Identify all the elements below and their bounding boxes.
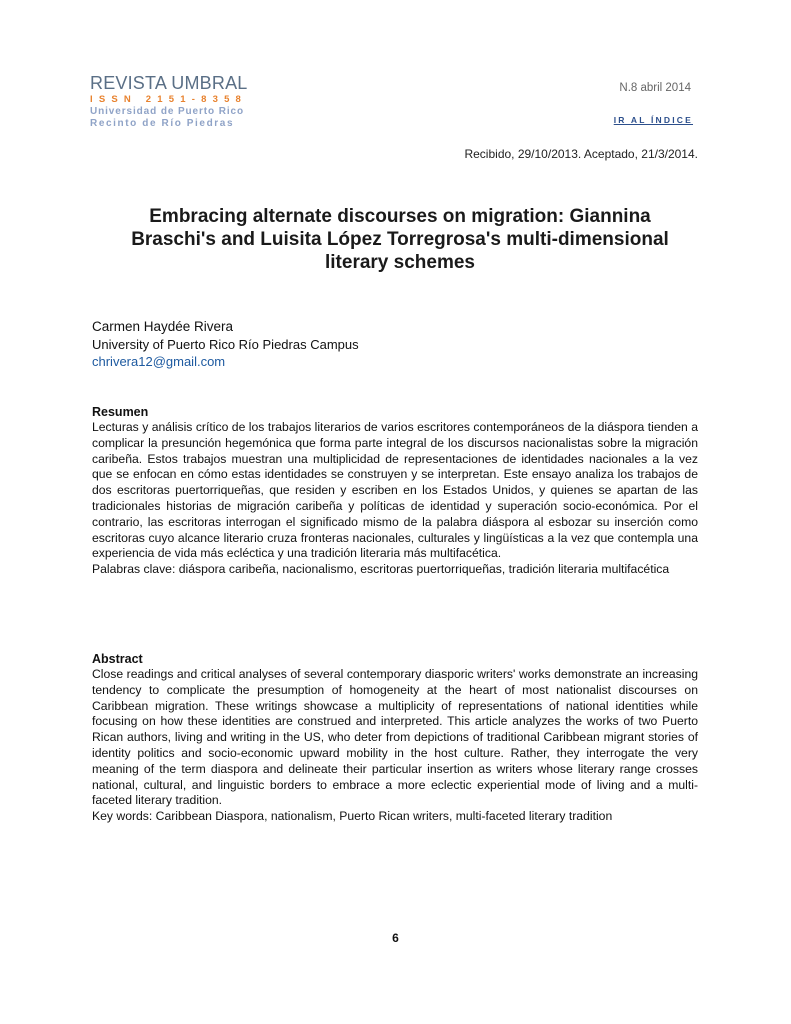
author-affiliation: University of Puerto Rico Río Piedras Campus	[92, 337, 359, 352]
resumen-heading: Resumen	[92, 405, 149, 419]
abstract-section	[92, 652, 698, 825]
author-email-link[interactable]: chrivera12@gmail.com	[92, 354, 226, 369]
issue-label: N.8 abril 2014	[619, 82, 691, 94]
journal-logo	[90, 74, 248, 129]
campus-name: Recinto de Río Piedras	[90, 117, 235, 129]
index-link[interactable]: IR AL ÍNDICE	[613, 115, 693, 125]
abstract-keywords: Key words: Caribbean Diaspora, nationalism, Puerto Rican writers, multi-faceted literary tradition	[92, 809, 613, 824]
article-title: Embracing alternate discourses on migration: Giannina Braschi's and Luisita López Torregrosa's multi-dimensional literary schemes	[131, 206, 669, 273]
resumen-body: Lecturas y análisis crítico de los trabajos literarios de varios escritores contemporáneos de la diáspora tienden a complicar la presunción hegemónica que forma parte integral de los discursos nacionalistas sobre la migración caribeña. Estos trabajos muestran una multiplicidad de representaciones de identidades nacionales a la vez que se enfocan en cómo estas identidades se construyen y se interpretan. Este ensayo analiza los trabajos de dos escritoras puertorriqueñas, que residen y escriben en los Estados Unidos, y quienes se apartan de las tradicionales historias de migración caribeña y políticas de identidad y superación socio-económica. Por el contrario, las escritoras interrogan el significado mismo de la palabra diáspora al esbozar su inserción como escritoras cuyo alcance literario cruza fronteras nacionales, culturales y lingüísticas a la vez que contempla una experiencia de vida más ecléctica y una tradición literaria más multifacética.	[92, 420, 698, 561]
author-name: Carmen Haydée Rivera	[92, 319, 234, 334]
journal-name: REVISTA UMBRAL	[90, 73, 248, 93]
abstract-body: Close readings and critical analyses of several contemporary diasporic writers' works demonstrate an increasing tendency to complicate the presumption of homogeneity at the heart of most nationalist discourses on Caribbean migration. These writings showcase a multiplicity of representations of national identities while focusing on how these identities are construed and interpreted. This article analyzes the works of two Puerto Rican authors, living and writing in the US, who deter from depictions of traditional Caribbean migrant stories of identity politics and socio-economic upward mobility in the host culture. Rather, they interrogate the very meaning of the term diaspora and delineate their particular insertion as writers whose literary range crosses national, cultural, and linguistic borders to embrace a more eclectic experiential mode of living and a multi-faceted literary tradition.	[92, 667, 698, 808]
resumen-keywords: Palabras clave: diáspora caribeña, nacionalismo, escritoras puertorriqueñas, tradición literaria multifacética	[92, 562, 670, 577]
university-name: Universidad de Puerto Rico	[90, 105, 244, 117]
received-accepted-dates: Recibido, 29/10/2013. Aceptado, 21/3/2014.	[464, 147, 698, 161]
page-number: 6	[392, 931, 399, 945]
abstract-heading: Abstract	[92, 652, 143, 666]
journal-issn: ISSN 2151-8358	[90, 94, 248, 105]
resumen-section	[92, 405, 698, 578]
